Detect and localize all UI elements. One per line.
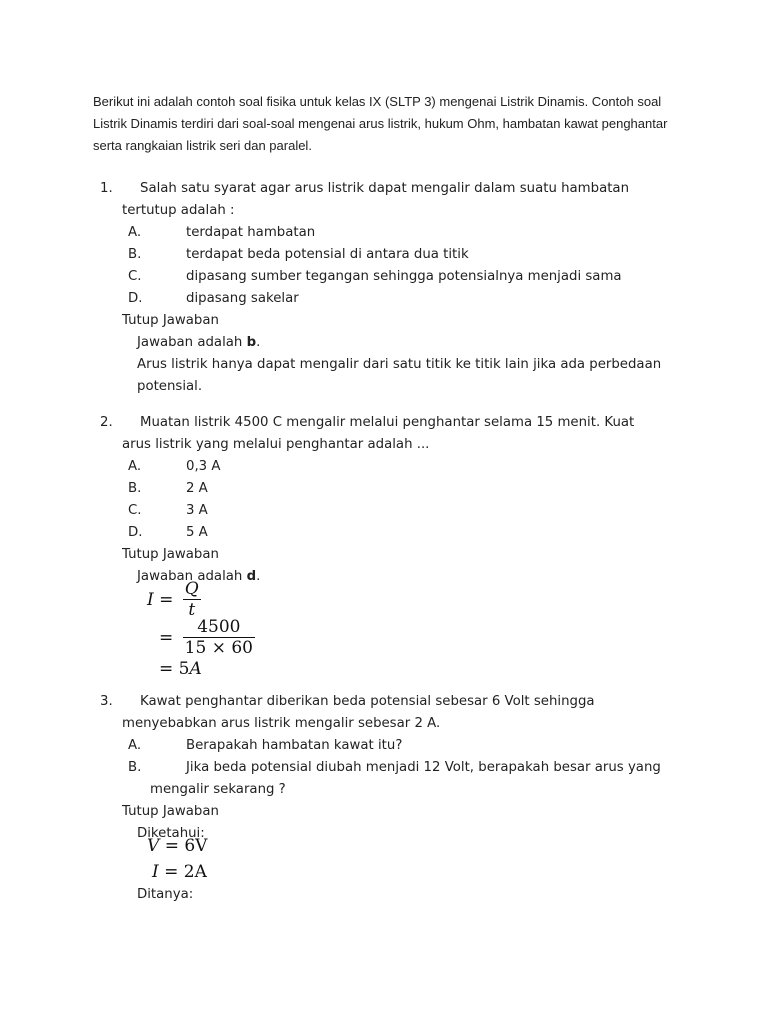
q3-known-label: Diketahui: <box>137 826 205 841</box>
formula-equals: = <box>159 659 174 679</box>
voltage-value: 6V <box>184 836 208 856</box>
q3-asked-label: Ditanya: <box>137 887 194 902</box>
q3-option-b-letter: B. <box>128 760 142 775</box>
formula-charge-symbol: Q <box>184 579 199 599</box>
question-2-number: 2. <box>100 415 113 430</box>
q2-close-answer-toggle[interactable]: Tutup Jawaban <box>122 547 219 562</box>
q2-option-a-text: 0,3 A <box>186 459 221 474</box>
question-3-number: 3. <box>100 694 113 709</box>
question-1-text-line1: Salah satu syarat agar arus listrik dapat mengalir dalam suatu hambatan <box>140 181 630 196</box>
formula-result-unit: A <box>189 659 202 679</box>
q1-answer-suffix: . <box>256 335 261 350</box>
intro-paragraph: Berikut ini adalah contoh soal fisika untuk kelas IX (SLTP 3) mengenai Listrik Dinamis. Contoh soal Listrik Dinamis terdiri dari soal-soal mengenai arus listrik, hukum Ohm, hambatan kawat penghantar serta rangkaian listrik seri dan paralel. <box>93 94 668 153</box>
q2-option-c-letter: C. <box>128 503 142 518</box>
formula-equals: = <box>159 628 174 648</box>
current-value: 2A <box>183 862 207 882</box>
q1-explanation-line2: potensial. <box>137 379 203 394</box>
q1-option-b-text: terdapat beda potensial di antara dua titik <box>186 247 469 262</box>
q3-option-a-text: Berapakah hambatan kawat itu? <box>186 738 403 753</box>
voltage-symbol: V <box>147 836 160 856</box>
q1-answer-prefix: Jawaban adalah <box>137 335 247 350</box>
current-symbol: I <box>152 862 159 882</box>
q3-option-a-letter: A. <box>128 738 142 753</box>
q3-option-b-text: Jika beda potensial diubah menjadi 12 Volt, berapakah besar arus yang <box>186 760 661 775</box>
formula-fraction-q-over-t <box>183 580 201 621</box>
q2-answer-letter: d <box>246 569 257 584</box>
q3-known-current <box>152 862 207 882</box>
formula-current-symbol: I <box>147 590 154 610</box>
formula-fraction-numeric <box>183 618 255 659</box>
question-2-text-line1: Muatan listrik 4500 C mengalir melalui penghantar selama 15 menit. Kuat <box>140 415 635 430</box>
q1-option-d-text: dipasang sakelar <box>186 291 299 306</box>
q3-close-answer-toggle[interactable]: Tutup Jawaban <box>122 804 219 819</box>
q1-option-c-text: dipasang sumber tegangan sehingga potensialnya menjadi sama <box>186 269 622 284</box>
q1-close-answer-toggle[interactable]: Tutup Jawaban <box>122 313 219 328</box>
q1-option-a-text: terdapat hambatan <box>186 225 316 240</box>
formula-equals: = <box>159 590 174 610</box>
q2-option-b-text: 2 A <box>186 481 208 496</box>
q2-answer-prefix: Jawaban adalah <box>137 569 247 584</box>
formula-time-symbol: t <box>188 600 196 620</box>
formula-denominator-value: 15 × 60 <box>184 638 253 658</box>
q2-option-a-letter: A. <box>128 459 142 474</box>
q1-option-b-letter: B. <box>128 247 142 262</box>
formula-numerator-value: 4500 <box>183 618 255 638</box>
q3-known-voltage <box>147 836 207 856</box>
q2-formula-result <box>159 659 202 679</box>
q1-answer-line <box>137 332 260 354</box>
formula-equals: = <box>164 836 179 856</box>
question-1-text-line2: tertutup adalah : <box>122 203 235 218</box>
q2-option-d-text: 5 A <box>186 525 208 540</box>
q2-formula-line2 <box>159 618 255 659</box>
question-3-text-line1: Kawat penghantar diberikan beda potensial sebesar 6 Volt sehingga <box>140 694 595 709</box>
question-1-number: 1. <box>100 181 113 196</box>
q2-option-c-text: 3 A <box>186 503 208 518</box>
q2-option-b-letter: B. <box>128 481 142 496</box>
question-2-text-line2: arus listrik yang melalui penghantar adalah ... <box>122 437 430 452</box>
q1-option-d-letter: D. <box>128 291 143 306</box>
q1-explanation-line1: Arus listrik hanya dapat mengalir dari satu titik ke titik lain jika ada perbedaan <box>137 357 662 372</box>
formula-result-value: 5 <box>178 659 190 679</box>
q1-answer-letter: b <box>246 335 257 350</box>
q1-option-a-letter: A. <box>128 225 142 240</box>
formula-equals: = <box>164 862 179 882</box>
question-3-text-line2: menyebabkan arus listrik mengalir sebesar 2 A. <box>122 716 441 731</box>
q2-formula-line1 <box>147 580 201 621</box>
q3-option-b-continued: mengalir sekarang ? <box>150 782 286 797</box>
q2-answer-suffix: . <box>256 569 261 584</box>
q2-option-d-letter: D. <box>128 525 143 540</box>
q1-option-c-letter: C. <box>128 269 142 284</box>
